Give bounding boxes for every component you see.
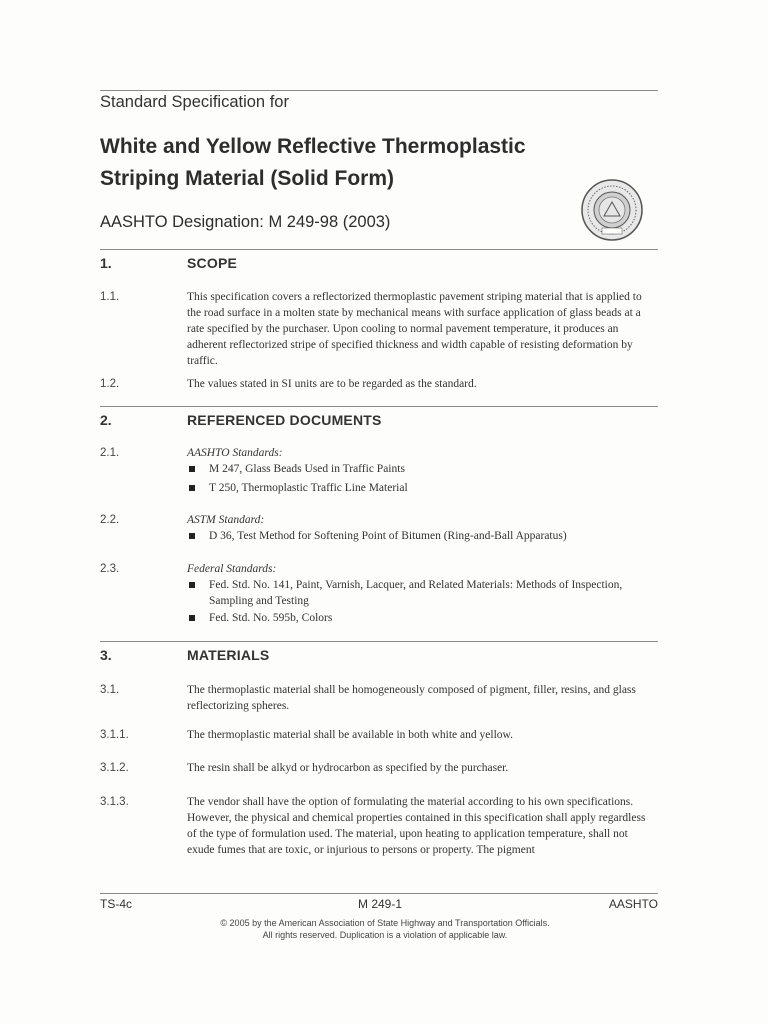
page-number: M 249-1: [357, 897, 403, 911]
footer-rule: [100, 893, 658, 894]
item-number: 3.1.3.: [100, 796, 129, 808]
list-item: [187, 577, 657, 609]
item-text: The thermoplastic material shall be available in both white and yellow.: [187, 729, 513, 741]
item-number: 1.1.: [100, 291, 120, 303]
reference-entry: M 247, Glass Beads Used in Traffic Paints: [209, 463, 405, 475]
list-item: [187, 528, 657, 544]
bullet-square-icon: [189, 485, 195, 491]
bullet-square-icon: [189, 582, 195, 588]
title-line-1: White and Yellow Reflective Thermoplastic: [100, 135, 526, 158]
item-number: 2.1.: [100, 447, 120, 459]
item-number: 1.2.: [100, 378, 120, 390]
designation: AASHTO Designation: M 249-98 (2003): [100, 213, 391, 231]
copyright-line-1: © 2005 by the American Association of State Highway and Transportation Officials.: [220, 918, 550, 928]
reference-entry: Fed. Std. No. 595b, Colors: [209, 612, 333, 624]
reference-heading: ASTM Standard:: [187, 514, 265, 526]
item-number: 3.1.1.: [100, 729, 129, 741]
section-number: 3.: [100, 647, 112, 663]
item-text: The values stated in SI units are to be regarded as the standard.: [187, 378, 477, 390]
list-item: [187, 461, 657, 477]
reference-entry: Fed. Std. No. 141, Paint, Varnish, Lacquer, and Related Materials: Methods of Inspection, Sampling and Testing: [209, 579, 623, 607]
document-title: [100, 131, 526, 195]
item-text: The thermoplastic material shall be homogeneously composed of pigment, filler, resins, and glass reflectorizing spheres.: [187, 684, 636, 712]
list-item: [187, 480, 657, 496]
reference-heading: AASHTO Standards:: [187, 447, 283, 459]
bullet-square-icon: [189, 533, 195, 539]
section-number: 2.: [100, 412, 112, 428]
bullet-square-icon: [189, 466, 195, 472]
item-text: The vendor shall have the option of formulating the material according to his own specifications. However, the physical and chemical properties contained in this specification shall apply regardless of the type of formulation used. The material, upon heating to application temperature, shall not exude fumes that are toxic, or injurious to persons or property. The pigment: [187, 796, 646, 856]
section-title-referenced-documents: REFERENCED DOCUMENTS: [187, 412, 382, 428]
copyright-line-2: All rights reserved. Duplication is a violation of applicable law.: [262, 930, 508, 940]
section-number: 1.: [100, 255, 112, 271]
reference-group: [187, 445, 657, 496]
item-text: This specification covers a reflectorized thermoplastic pavement striping material that is applied to the road surface in a molten state by mechanical means with surface application of glass beads at a rate specified by the purchaser. Upon cooling to normal pavement temperature, it produces an adherent reflectorized stripe of specified thickness and width capable of resisting deformation by traffic.: [187, 291, 642, 367]
reference-group: [187, 561, 657, 626]
spec-label: Standard Specification for: [100, 93, 289, 111]
section-title-materials: MATERIALS: [187, 647, 270, 663]
item-number: 2.2.: [100, 514, 120, 526]
header-rule: [100, 90, 658, 91]
reference-entry: D 36, Test Method for Softening Point of Bitumen (Ring-and-Ball Apparatus): [209, 530, 567, 542]
item-number: 2.3.: [100, 563, 120, 575]
item-text: The resin shall be alkyd or hydrocarbon as specified by the purchaser.: [187, 762, 509, 774]
list-item: [187, 610, 657, 626]
item-number: 3.1.: [100, 684, 120, 696]
copyright-notice: [140, 917, 630, 941]
reference-entry: T 250, Thermoplastic Traffic Line Material: [209, 482, 408, 494]
aashto-seal-icon: [580, 178, 644, 242]
reference-heading: Federal Standards:: [187, 563, 277, 575]
footer-code: TS-4c: [100, 897, 133, 911]
section-rule: [100, 641, 658, 642]
footer-publisher: AASHTO: [608, 897, 658, 911]
title-line-2: Striping Material (Solid Form): [100, 167, 395, 190]
bullet-square-icon: [189, 615, 195, 621]
section-rule: [100, 249, 658, 250]
item-number: 3.1.2.: [100, 762, 129, 774]
section-rule: [100, 406, 658, 407]
section-title-scope: SCOPE: [187, 255, 238, 271]
reference-group: [187, 512, 657, 544]
